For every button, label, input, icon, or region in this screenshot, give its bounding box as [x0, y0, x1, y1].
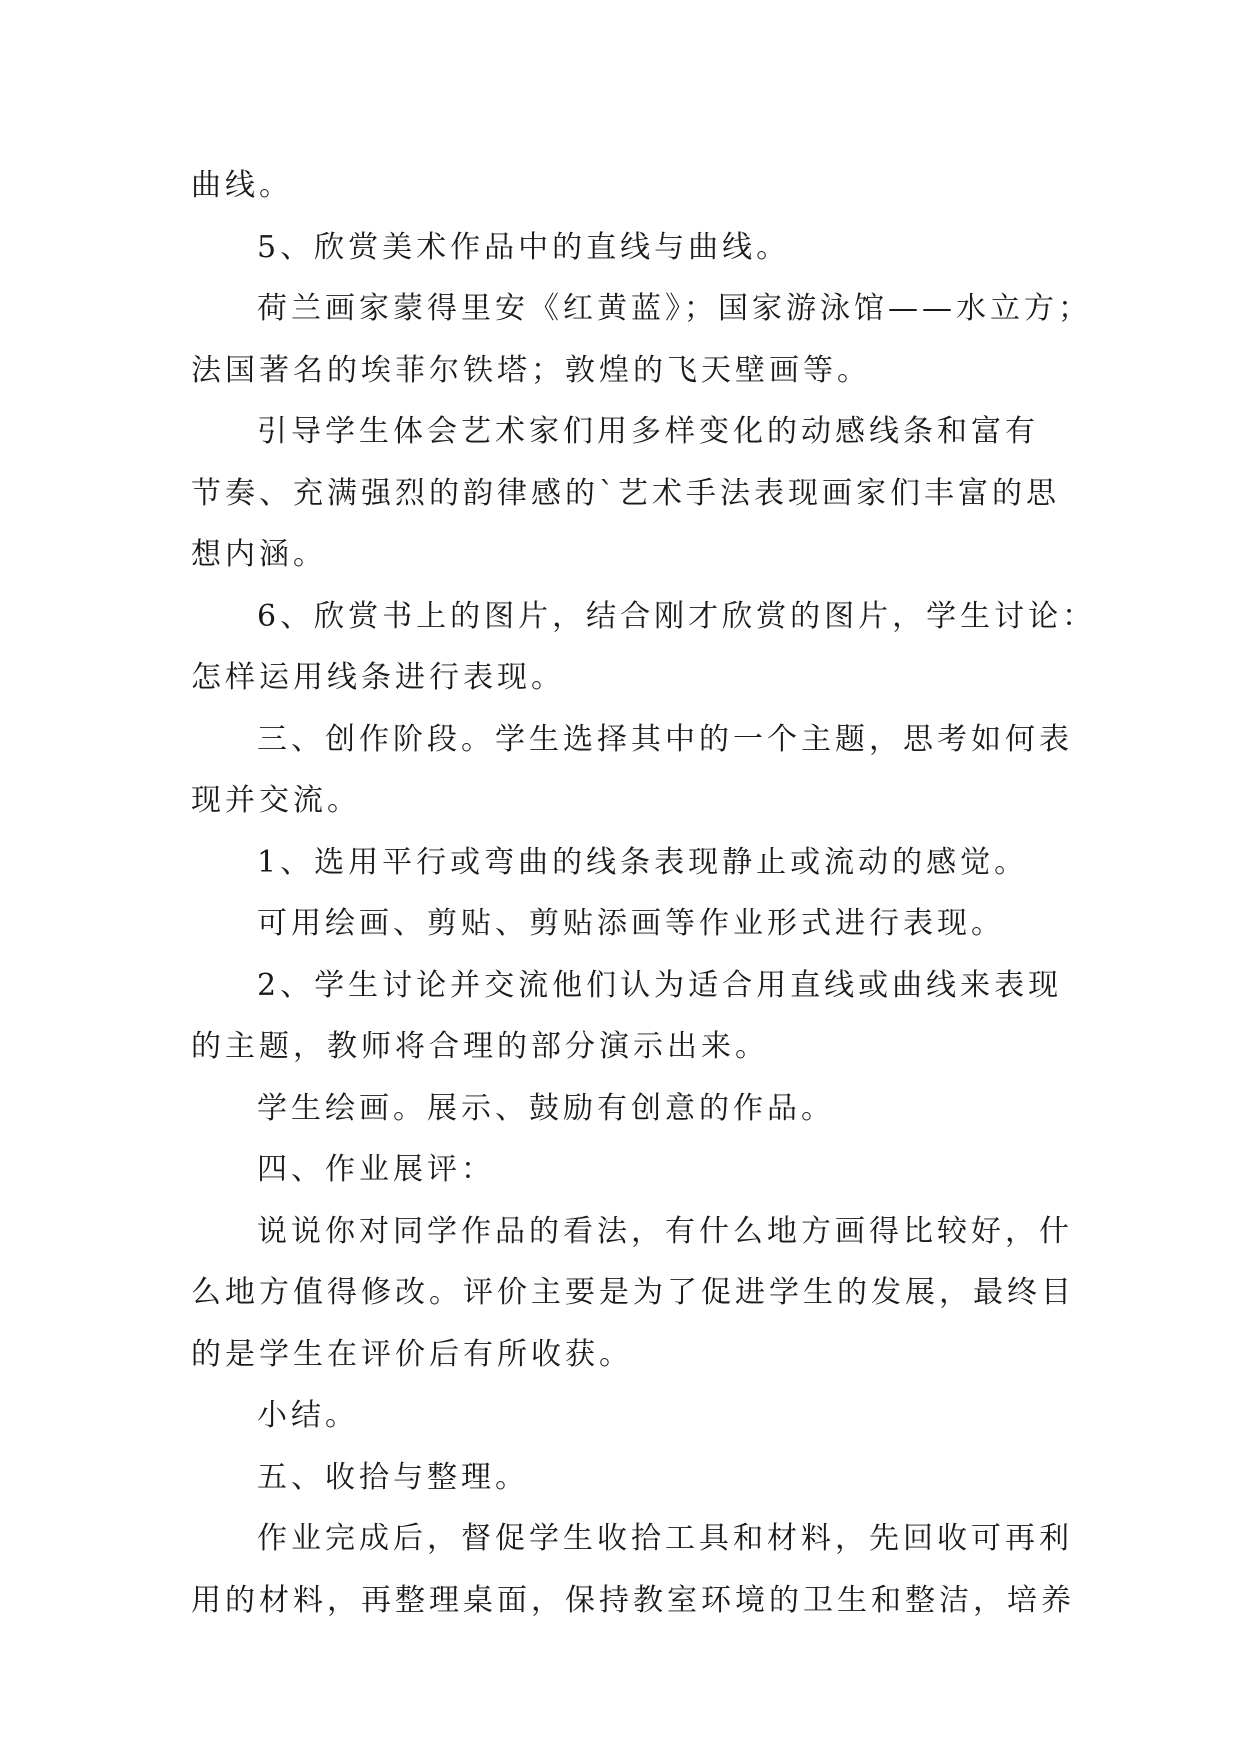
text-line: 三、创作阶段。学生选择其中的一个主题，思考如何表: [257, 721, 1073, 757]
text-line: 引导学生体会艺术家们用多样变化的动感线条和富有: [257, 414, 1039, 449]
text-line: 5、欣赏美术作品中的直线与曲线。: [257, 229, 791, 265]
text-line: 么地方值得修改。评价主要是为了促进学生的发展，最终目: [191, 1275, 1075, 1310]
text-line: 用的材料，再整理桌面，保持教室环境的卫生和整洁，培养: [191, 1582, 1075, 1618]
text-line: 小结。: [257, 1398, 359, 1433]
text-line: 想内涵。: [191, 537, 327, 572]
text-line: 节奏、充满强烈的韵律感的`艺术手法表现画家们丰富的思: [191, 475, 1060, 511]
text-line: 怎样运用线条进行表现。: [191, 660, 565, 695]
text-line: 学生绘画。展示、鼓励有创意的作品。: [257, 1090, 835, 1126]
text-line: 作业完成后，督促学生收拾工具和材料，先回收可再利: [257, 1521, 1073, 1556]
text-line: 6、欣赏书上的图片，结合刚才欣赏的图片，学生讨论：: [257, 598, 1097, 634]
text-line: 的是学生在评价后有所收获。: [191, 1336, 633, 1372]
text-line: 曲线。: [191, 168, 293, 203]
text-line: 的主题，教师将合理的部分演示出来。: [191, 1029, 769, 1064]
text-line: 五、收拾与整理。: [257, 1459, 529, 1495]
text-line: 现并交流。: [191, 783, 361, 818]
text-line: 法国著名的埃菲尔铁塔；敦煌的飞天壁画等。: [191, 352, 871, 388]
text-line: 可用绘画、剪贴、剪贴添画等作业形式进行表现。: [257, 906, 1005, 941]
body-text: [191, 155, 1097, 1631]
text-line: 说说你对同学作品的看法，有什么地方画得比较好，什: [257, 1213, 1073, 1249]
text-line: 荷兰画家蒙得里安《红黄蓝》；国家游泳馆——水立方；: [257, 291, 1092, 326]
text-line: 1、选用平行或弯曲的线条表现静止或流动的感觉。: [257, 844, 1029, 880]
text-line: 四、作业展评：: [257, 1152, 495, 1187]
text-line: 2、学生讨论并交流他们认为适合用直线或曲线来表现: [257, 967, 1063, 1003]
